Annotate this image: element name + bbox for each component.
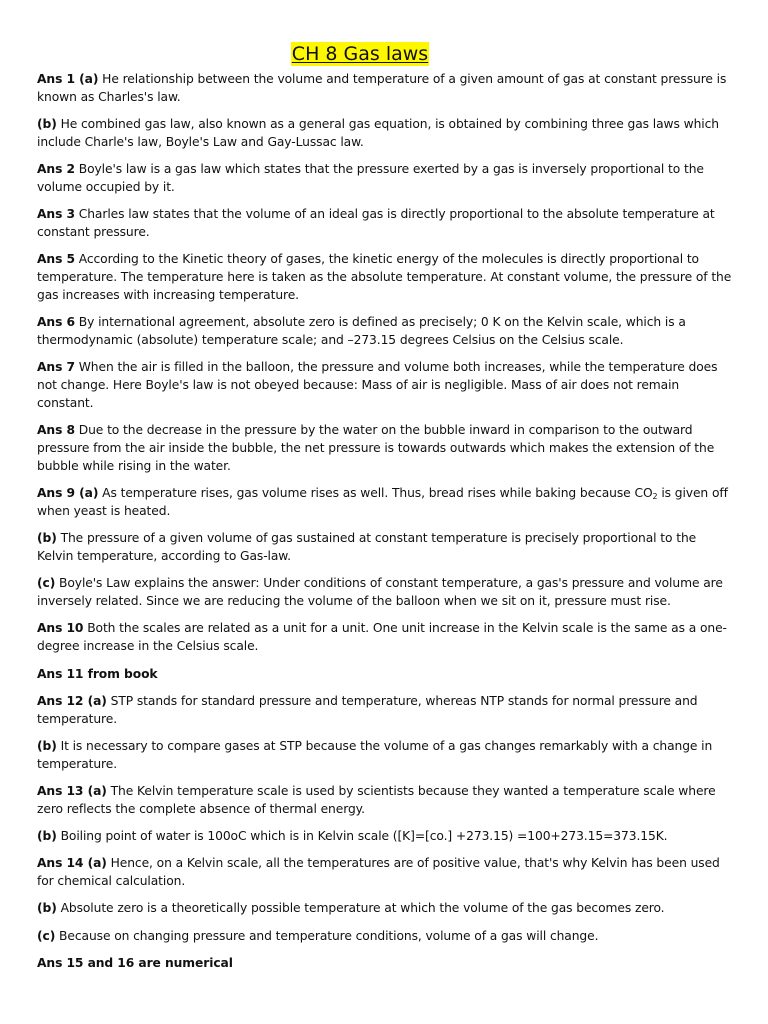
answer-text: Due to the decrease in the pressure by the water on the bubble inward in comparison to the outward pressure from the air inside the bubble, the net pressure is towards outwards which makes the extension of the bubble while rising in the water. bbox=[37, 423, 715, 473]
answer-text: When the air is filled in the balloon, the pressure and volume both increases, while the temperature does not change. Here Boyle's law is not obeyed because: Mass of air is negligible. Mass of air does not remain constant. bbox=[37, 360, 718, 410]
answer-paragraph bbox=[37, 314, 735, 350]
answer-text: Because on changing pressure and temperature conditions, volume of a gas will change. bbox=[59, 928, 599, 943]
answers-body bbox=[37, 71, 735, 982]
answer-paragraph bbox=[37, 71, 735, 107]
answer-label: Ans 2 bbox=[37, 162, 75, 177]
answer-paragraph bbox=[37, 575, 735, 611]
answer-text: Charles law states that the volume of an ideal gas is directly proportional to the absolute temperature at constant pressure. bbox=[37, 207, 715, 240]
answer-paragraph bbox=[37, 828, 735, 846]
answer-label: Ans 3 bbox=[37, 207, 75, 222]
answer-paragraph bbox=[37, 620, 735, 656]
answer-paragraph bbox=[37, 422, 735, 475]
answer-label: (b) bbox=[37, 901, 57, 916]
answer-paragraph bbox=[37, 666, 735, 684]
answer-paragraph bbox=[37, 206, 735, 242]
answer-label: Ans 14 (a) bbox=[37, 856, 107, 871]
page-title: CH 8 Gas laws bbox=[291, 43, 429, 65]
answer-label: Ans 8 bbox=[37, 423, 75, 438]
answer-label: Ans 12 (a) bbox=[37, 693, 107, 708]
answer-label: Ans 7 bbox=[37, 360, 75, 375]
answer-paragraph bbox=[37, 955, 735, 973]
answer-text: Boyle's law is a gas law which states that the pressure exerted by a gas is inversely proportional to the volume occupied by it. bbox=[37, 162, 704, 194]
answer-text: Absolute zero is a theoretically possible temperature at which the volume of the gas becomes zero. bbox=[60, 901, 665, 916]
answer-label: Ans 6 bbox=[37, 315, 75, 330]
answer-paragraph bbox=[37, 161, 735, 197]
answer-text: As temperature rises, gas volume rises as well. Thus, bread rises while baking because CO bbox=[102, 486, 653, 501]
answer-text: By international agreement, absolute zero is defined as precisely; 0 K on the Kelvin scale, which is a thermodynamic (absolute) temperature scale; and –273.15 degrees Celsius on the Celsius scale. bbox=[37, 315, 686, 348]
answer-paragraph bbox=[37, 359, 735, 412]
answer-text: The Kelvin temperature scale is used by scientists because they wanted a temperature scale where zero reflects the complete absence of thermal energy. bbox=[37, 784, 716, 816]
answer-paragraph bbox=[37, 530, 735, 566]
answer-paragraph bbox=[37, 900, 735, 918]
answer-label: (b) bbox=[37, 117, 57, 132]
answer-paragraph bbox=[37, 928, 735, 946]
answer-text: According to the Kinetic theory of gases, the kinetic energy of the molecules is directly proportional to temperature. The temperature here is taken as the absolute temperature. At constant volume, the pressure of the gas increases with increasing temperature. bbox=[37, 252, 732, 302]
answer-label: (b) bbox=[37, 531, 57, 546]
answer-paragraph bbox=[37, 693, 735, 729]
answer-label: (c) bbox=[37, 576, 56, 591]
subscript-text: 2 bbox=[652, 492, 658, 502]
answer-paragraph bbox=[37, 855, 735, 891]
answer-label: Ans 9 (a) bbox=[37, 486, 99, 501]
answer-text: Both the scales are related as a unit for a unit. One unit increase in the Kelvin scale is the same as a one-degree increase in the Celsius scale. bbox=[37, 621, 727, 654]
title-wrapper bbox=[0, 42, 720, 66]
answer-label: Ans 10 bbox=[37, 621, 84, 636]
answer-label: Ans 11 from book bbox=[37, 666, 158, 681]
answer-text: STP stands for standard pressure and temperature, whereas NTP stands for normal pressure and temperature. bbox=[37, 693, 698, 726]
answer-paragraph bbox=[37, 485, 735, 521]
answer-text: He combined gas law, also known as a general gas equation, is obtained by combining three gas laws which include Charle's law, Boyle's Law and Gay-Lussac law. bbox=[37, 117, 719, 149]
answer-label: (b) bbox=[37, 829, 57, 844]
answer-text: Hence, on a Kelvin scale, all the temperatures are of positive value, that's why Kelvin has been used for chemical calculation. bbox=[37, 856, 720, 889]
answer-label: Ans 1 (a) bbox=[37, 72, 99, 86]
answer-text: Boiling point of water is 100oC which is in Kelvin scale ([K]=[co.] +273.15) =100+273.15=373.15K. bbox=[60, 829, 668, 844]
answer-text: Boyle's Law explains the answer: Under conditions of constant temperature, a gas's pressure and volume are inversely related. Since we are reducing the volume of the balloon when we sit on it, pressure must rise. bbox=[37, 576, 723, 609]
answer-paragraph bbox=[37, 116, 735, 152]
answer-paragraph bbox=[37, 783, 735, 819]
answer-text: It is necessary to compare gases at STP because the volume of a gas changes remarkably with a change in temperature. bbox=[37, 738, 713, 771]
answer-label: (c) bbox=[37, 928, 56, 943]
answer-paragraph bbox=[37, 738, 735, 774]
answer-label: Ans 15 and 16 are numerical bbox=[37, 956, 233, 971]
answer-label: Ans 13 (a) bbox=[37, 784, 107, 798]
answer-text: He relationship between the volume and temperature of a given amount of gas at constant pressure is known as Charles's law. bbox=[37, 72, 727, 104]
answer-label: Ans 5 bbox=[37, 252, 75, 267]
answer-text: The pressure of a given volume of gas sustained at constant temperature is precisely proportional to the Kelvin temperature, according to Gas-law. bbox=[37, 531, 697, 564]
answer-text-after: is given off when yeast is heated. bbox=[37, 486, 728, 518]
answer-paragraph bbox=[37, 251, 735, 304]
answer-label: (b) bbox=[37, 738, 57, 753]
